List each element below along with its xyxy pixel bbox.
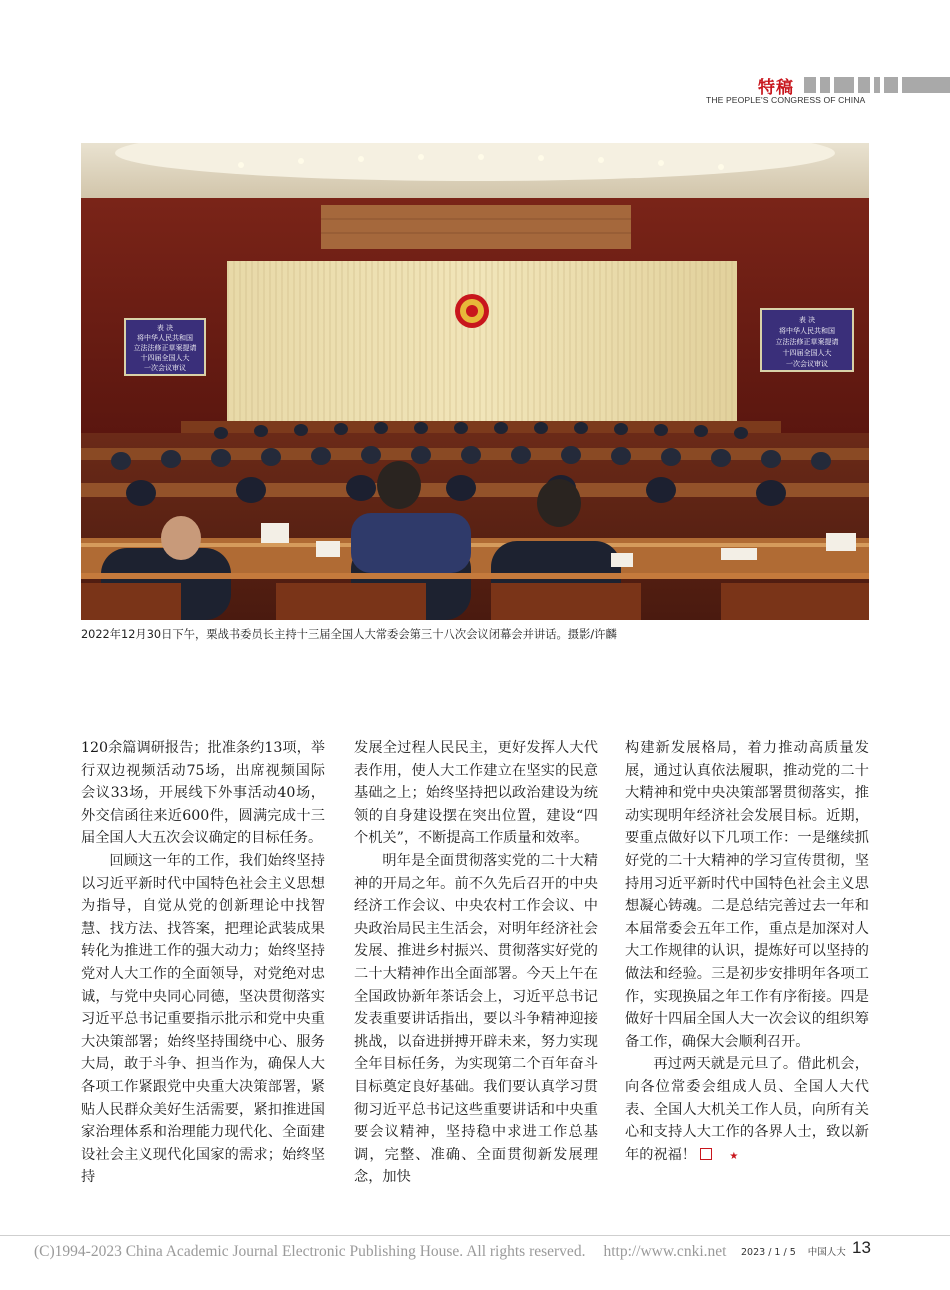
meeting-hall-photo <box>81 143 869 620</box>
right-screen-line-2: 将中华人民共和国 <box>779 327 835 335</box>
col1-paragraph-2: 回顾这一年的工作，我们始终坚持以习近平新时代中国特色社会主义思想为指导，自觉从党的创新理论中找智慧、找方法、找答案，把理论武装成果转化为推进工作的强大动力；始终坚持党对人大工作的全面领导，对党绝对忠诚，与党中央同心同德，坚决贯彻落实习近平总书记重要指示批示和党中央重大决策部署；始终坚持围绕中心、服务大局，敢于斗争、担当作为，确保人大各项工作紧跟党中央重大决策部署，紧贴人民群众美好生活需要，紧扣推进国家治理体系和治理能力现代化、全面建设社会主义现代化国家的需求；始终坚持 <box>81 852 325 1186</box>
issue-date: 2023 / 1 / 5 <box>741 1247 796 1258</box>
left-screen-line-1: 表 决 <box>156 324 174 332</box>
cnki-url: http://www.cnki.net <box>603 1243 727 1260</box>
col1-paragraph-1: 120余篇调研报告；批准条约13项，举行双边视频活动75场，出席视频国际会议33场，开展线下外事活动40场，外交信函往来近600件，圆满完成十三届全国人大五次会议确定的目标任务。 <box>81 740 325 847</box>
right-screen-line-5: 一次会议审议 <box>786 360 828 368</box>
col3-paragraph-2-text: 再过两天就是元旦了。借此机会，向各位常委会组成人员、全国人大代表、全国人大机关工作人员，向所有关心和支持人大工作的各界人士，致以新年的祝福！ <box>625 1056 869 1163</box>
col2-paragraph-1: 发展全过程人民民主，更好发挥人大代表作用，使人大工作建立在坚实的民意基础之上；始终坚持把以政治建设为统领的自身建设摆在突出位置，建设“四个机关”，不断提高工作质量和效率。 <box>354 740 598 847</box>
page-number: 13 <box>852 1238 871 1257</box>
copyright-watermark <box>34 1243 726 1261</box>
footer-info <box>741 1244 846 1258</box>
column-2 <box>354 737 598 1189</box>
col2-paragraph-2: 明年是全面贯彻落实党的二十大精神的开局之年。前不久先后召开的中央经济工作会议、中央农村工作会议、中央政治局民主生活会，对明年经济社会发展、推进乡村振兴、贯彻落实好党的二十大精神作出全面部署。今天上午在全国政协新年茶话会上，习近平总书记发表重要讲话指出，要以斗争精神迎接挑战，以奋进拼搏开辟未来，努力实现全年目标任务，为实现第二个百年奋斗目标奠定良好基础。我们要认真学习贯彻习近平总书记这些重要讲话和中央重要会议精神，坚持稳中求进工作总基调，完整、准确、全面贯彻新发展理念，加快 <box>354 852 598 1186</box>
section-header-subtitle: THE PEOPLE'S CONGRESS OF CHINA <box>706 95 866 105</box>
left-screen-line-4: 十四届全国人大 <box>140 354 190 362</box>
section-header-title: 特稿 <box>758 78 794 98</box>
right-screen-line-4: 十四届全国人大 <box>782 349 832 357</box>
left-screen-line-2: 将中华人民共和国 <box>137 334 193 342</box>
magazine-name: 中国人大 <box>807 1247 846 1258</box>
left-screen-line-5: 一次会议审议 <box>144 364 186 372</box>
footer-divider <box>0 1235 950 1236</box>
copyright-text: (C)1994-2023 China Academic Journal Electronic Publishing House. All rights reserved. <box>34 1243 586 1260</box>
end-of-article-star-icon <box>700 1148 712 1160</box>
right-screen-line-3: 立法法修正草案提请 <box>775 338 839 346</box>
photo-caption: 2022年12月30日下午，栗战书委员长主持十三届全国人大常委会第三十八次会议闭幕会并讲话。摄影/许麟 <box>81 628 617 641</box>
col3-paragraph-1: 构建新发展格局，着力推动高质量发展，通过认真依法履职，推动党的二十大精神和党中央决策部署贯彻落实，推动实现明年经济社会发展目标。近期，要重点做好以下几项工作：一是继续抓好党的二十大精神的学习宣传贯彻，坚持用习近平新时代中国特色社会主义思想凝心铸魂。二是总结完善过去一年和本届常委会五年工作，重点是加深对人大工作规律的认识，提炼好可以坚持的做法和经验。三是初步安排明年各项工作，实现换届之年工作有序衔接。四是做好十四届全国人大一次会议的组织筹备工作，确保大会顺利召开。 <box>625 740 869 1050</box>
col3-paragraph-2 <box>625 1053 869 1166</box>
right-screen-line-1: 表 决 <box>798 316 816 324</box>
left-screen-line-3: 立法法修正草案提请 <box>133 344 197 352</box>
column-3 <box>625 737 869 1166</box>
column-1 <box>81 737 325 1189</box>
